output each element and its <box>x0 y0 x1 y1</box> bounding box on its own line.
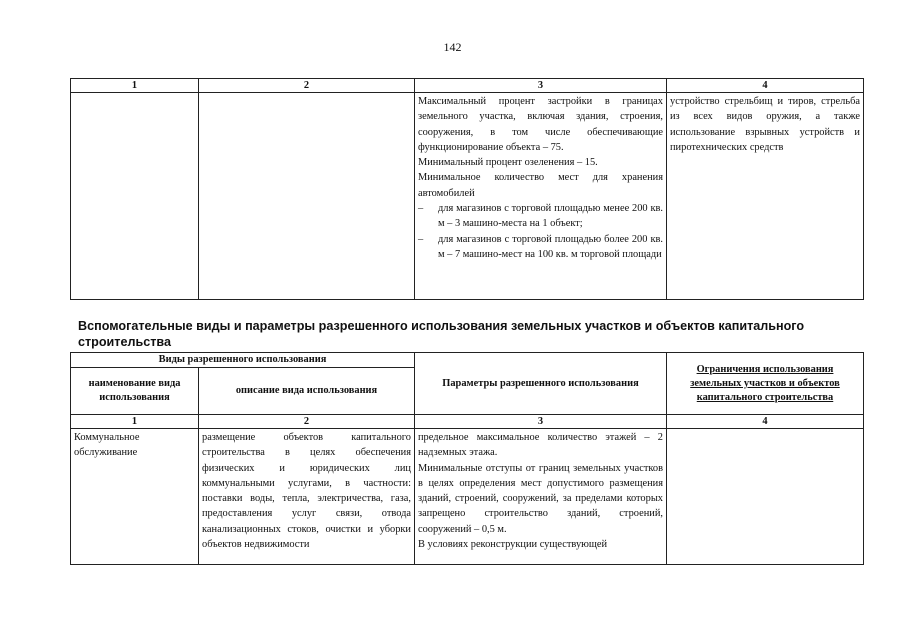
table-row <box>71 429 864 565</box>
dash-marker: – <box>418 203 424 215</box>
params-cell <box>415 93 667 300</box>
params-paragraph: Минимальные отступы от границ земельных участков в целях определения мест допустимого размещения зданий, строений, сооружений, за пределами которых запрещено строительство зданий, строений, сооружений – 0,5 м. <box>418 462 663 535</box>
header-desc: описание вида использования <box>199 368 415 415</box>
use-name-cell: Коммунальное обслуживание <box>71 429 199 565</box>
col-number-4: 4 <box>667 415 864 429</box>
header-params: Параметры разрешенного использования <box>415 353 667 415</box>
params-bullet <box>418 232 663 263</box>
bullet-text: для магазинов с торговой площадью более 200 кв. м – 7 машино-мест на 100 кв. м торговой площади <box>438 233 663 260</box>
page-number: 142 <box>443 40 462 54</box>
continued-table <box>70 78 864 300</box>
section-title: Вспомогательные виды и параметры разрешенного использования земельных участков и объектов капитального строительства <box>78 319 805 349</box>
col-number-3: 3 <box>415 79 667 93</box>
column-number-row <box>71 415 864 429</box>
params-paragraph: Минимальный процент озеленения – 15. <box>418 157 598 169</box>
use-desc-cell: размещение объектов капитального строительства в целях обеспечения физических и юридических лиц коммунальными услугами, в частности: поставки воды, тепла, электричества, газа, предоставления услуг связи, отвода канализационных стоков, очистки и уборки объектов недвижимости <box>199 429 415 565</box>
header-types-group: Виды разрешенного использования <box>71 353 415 368</box>
col-number-2: 2 <box>199 79 415 93</box>
empty-cell <box>199 93 415 300</box>
header-name: наименование вида использования <box>71 368 199 415</box>
col-number-1: 1 <box>71 79 199 93</box>
table-row <box>71 93 864 300</box>
params-paragraph: предельное максимальное количество этажей – 2 надземных этажа. <box>418 432 663 459</box>
col-number-1: 1 <box>71 415 199 429</box>
dash-marker: – <box>418 233 424 245</box>
limits-cell: устройство стрельбищ и тиров, стрельба из всех видов оружия, а также использование взрывных устройств и пиротехнических средств <box>667 93 864 300</box>
bullet-text: для магазинов с торговой площадью менее 200 кв. м – 3 машино-места на 1 объект; <box>438 203 663 230</box>
params-bullet <box>418 201 663 232</box>
auxiliary-uses-table <box>70 352 864 565</box>
params-paragraph: В условиях реконструкции существующей <box>418 539 608 551</box>
empty-cell <box>71 93 199 300</box>
params-paragraph: Минимальное количество мест для хранения автомобилей <box>418 172 663 199</box>
params-paragraph: Максимальный процент застройки в границах земельного участка, включая здания, строения, сооружения, в том числе обеспечивающие функционирование объекта – 75. <box>418 96 663 153</box>
use-limits-cell <box>667 429 864 565</box>
col-number-2: 2 <box>199 415 415 429</box>
header-limits: Ограничения использования земельных участков и объектов капитального строительства <box>667 353 864 415</box>
col-number-3: 3 <box>415 415 667 429</box>
col-number-4: 4 <box>667 79 864 93</box>
column-number-row <box>71 79 864 93</box>
use-params-cell <box>415 429 667 565</box>
